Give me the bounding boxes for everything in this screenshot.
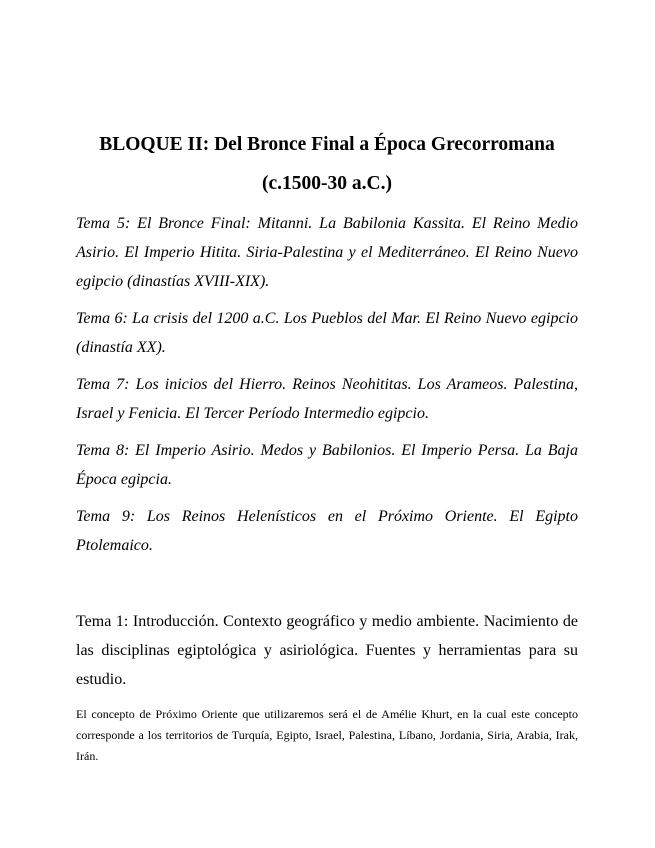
block-title: BLOQUE II: Del Bronce Final a Época Grecorromana (99, 134, 555, 155)
topic-9-paragraph: Tema 9: Los Reinos Helenísticos en el Próximo Oriente. El Egipto Ptolemaico. (76, 508, 578, 554)
topic-7-paragraph: Tema 7: Los inicios del Hierro. Reinos Neohititas. Los Arameos. Palestina, Israel y Fenicia. El Tercer Período Intermedio egipcio. (76, 376, 578, 422)
near-east-definition-note: El concepto de Próximo Oriente que utilizaremos será el de Amélie Khurt, en la cual este concepto corresponde a los territorios de Turquía, Egipto, Israel, Palestina, Líbano, Jordania, Siria, Arabia, Irak, Irán. (76, 707, 578, 763)
topic-6-paragraph: Tema 6: La crisis del 1200 a.C. Los Pueblos del Mar. El Reino Nuevo egipcio (dinastía XX). (76, 310, 578, 356)
topic-5-paragraph: Tema 5: El Bronce Final: Mitanni. La Babilonia Kassita. El Reino Medio Asirio. El Imperio Hitita. Siria-Palestina y el Mediterráneo. El Reino Nuevo egipcio (dinastías XVIII-XIX). (76, 215, 578, 290)
block-date-range: (c.1500-30 a.C.) (262, 173, 392, 194)
topic-1-introduction-paragraph: Tema 1: Introducción. Contexto geográfico y medio ambiente. Nacimiento de las disciplinas egiptológica y asiriológica. Fuentes y herramientas para su estudio. (76, 613, 578, 688)
topic-8-paragraph: Tema 8: El Imperio Asirio. Medos y Babilonios. El Imperio Persa. La Baja Época egipcia. (76, 442, 578, 488)
